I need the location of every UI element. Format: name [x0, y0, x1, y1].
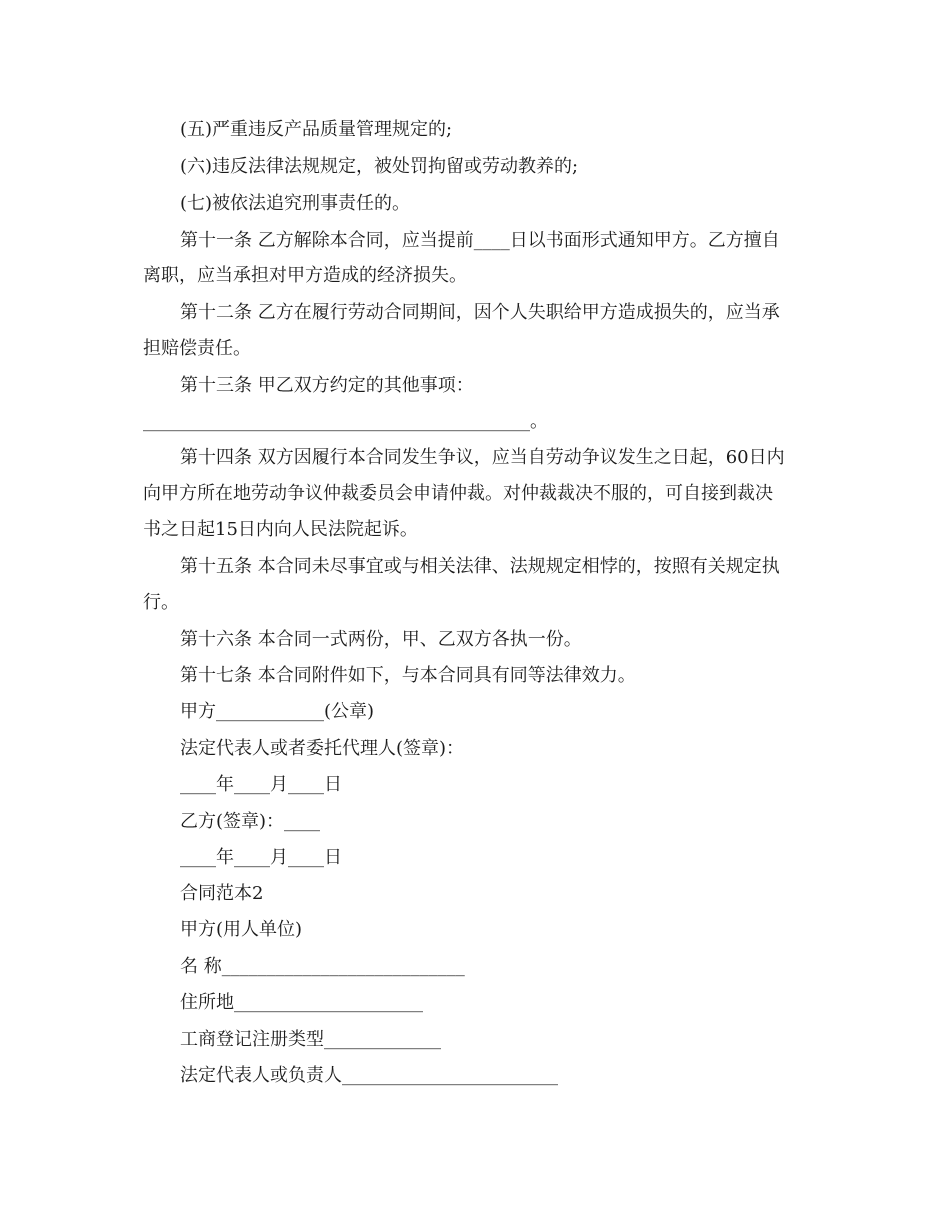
address-field-line: 住所地_____________________ — [180, 992, 423, 1013]
party-a-date-line: ____年____月____日 — [180, 774, 342, 795]
legal-rep-signature-line: 法定代表人或者委托代理人(签章)： — [180, 738, 465, 759]
article-11-line-2: 离职，应当承担对甲方造成的经济损失。 — [143, 265, 467, 286]
party-b-signature-line: 乙方(签章)：____ — [180, 811, 321, 832]
party-b-date-line: ____年____月____日 — [180, 847, 342, 868]
clause-item-6: (六)违反法律法规规定，被处罚拘留或劳动教养的; — [180, 156, 579, 177]
article-13: 第十三条 甲乙双方约定的其他事项： — [180, 375, 474, 396]
article-12-line-1: 第十二条 乙方在履行劳动合同期间，因个人失职给甲方造成损失的，应当承 — [180, 302, 780, 323]
article-14-line-2: 向甲方所在地劳动争议仲裁委员会申请仲裁。对仲裁裁决不服的，可自接到裁决 — [143, 483, 773, 504]
article-14-line-1: 第十四条 双方因履行本合同发生争议，应当自劳动争议发生之日起，60日内 — [180, 447, 785, 468]
legal-representative-field-line: 法定代表人或负责人________________________ — [180, 1065, 558, 1086]
registration-type-field-line: 工商登记注册类型_____________ — [180, 1029, 441, 1050]
article-15-line-1: 第十五条 本合同未尽事宜或与相关法律、法规规定相悖的，按照有关规定执 — [180, 556, 780, 577]
party-a-employer-heading: 甲方(用人单位) — [180, 919, 303, 940]
article-15-line-2: 行。 — [143, 592, 179, 613]
article-16: 第十六条 本合同一式两份，甲、乙双方各执一份。 — [180, 629, 582, 650]
clause-item-7: (七)被依法追究刑事责任的。 — [180, 193, 411, 214]
article-11-line-1: 第十一条 乙方解除本合同，应当提前____日以书面形式通知甲方。乙方擅自 — [180, 230, 780, 251]
template-2-heading: 合同范本2 — [180, 883, 264, 904]
party-a-seal-line: 甲方____________(公章) — [180, 701, 375, 722]
article-12-line-2: 担赔偿责任。 — [143, 338, 251, 359]
article-14-line-3: 书之日起15日内向人民法院起诉。 — [143, 519, 418, 540]
article-13-blank: ___________________________________________。 — [143, 411, 548, 432]
article-17: 第十七条 本合同附件如下，与本合同具有同等法律效力。 — [180, 665, 636, 686]
clause-item-5: (五)严重违反产品质量管理规定的; — [180, 119, 453, 140]
name-field-line: 名 称___________________________ — [180, 956, 465, 977]
